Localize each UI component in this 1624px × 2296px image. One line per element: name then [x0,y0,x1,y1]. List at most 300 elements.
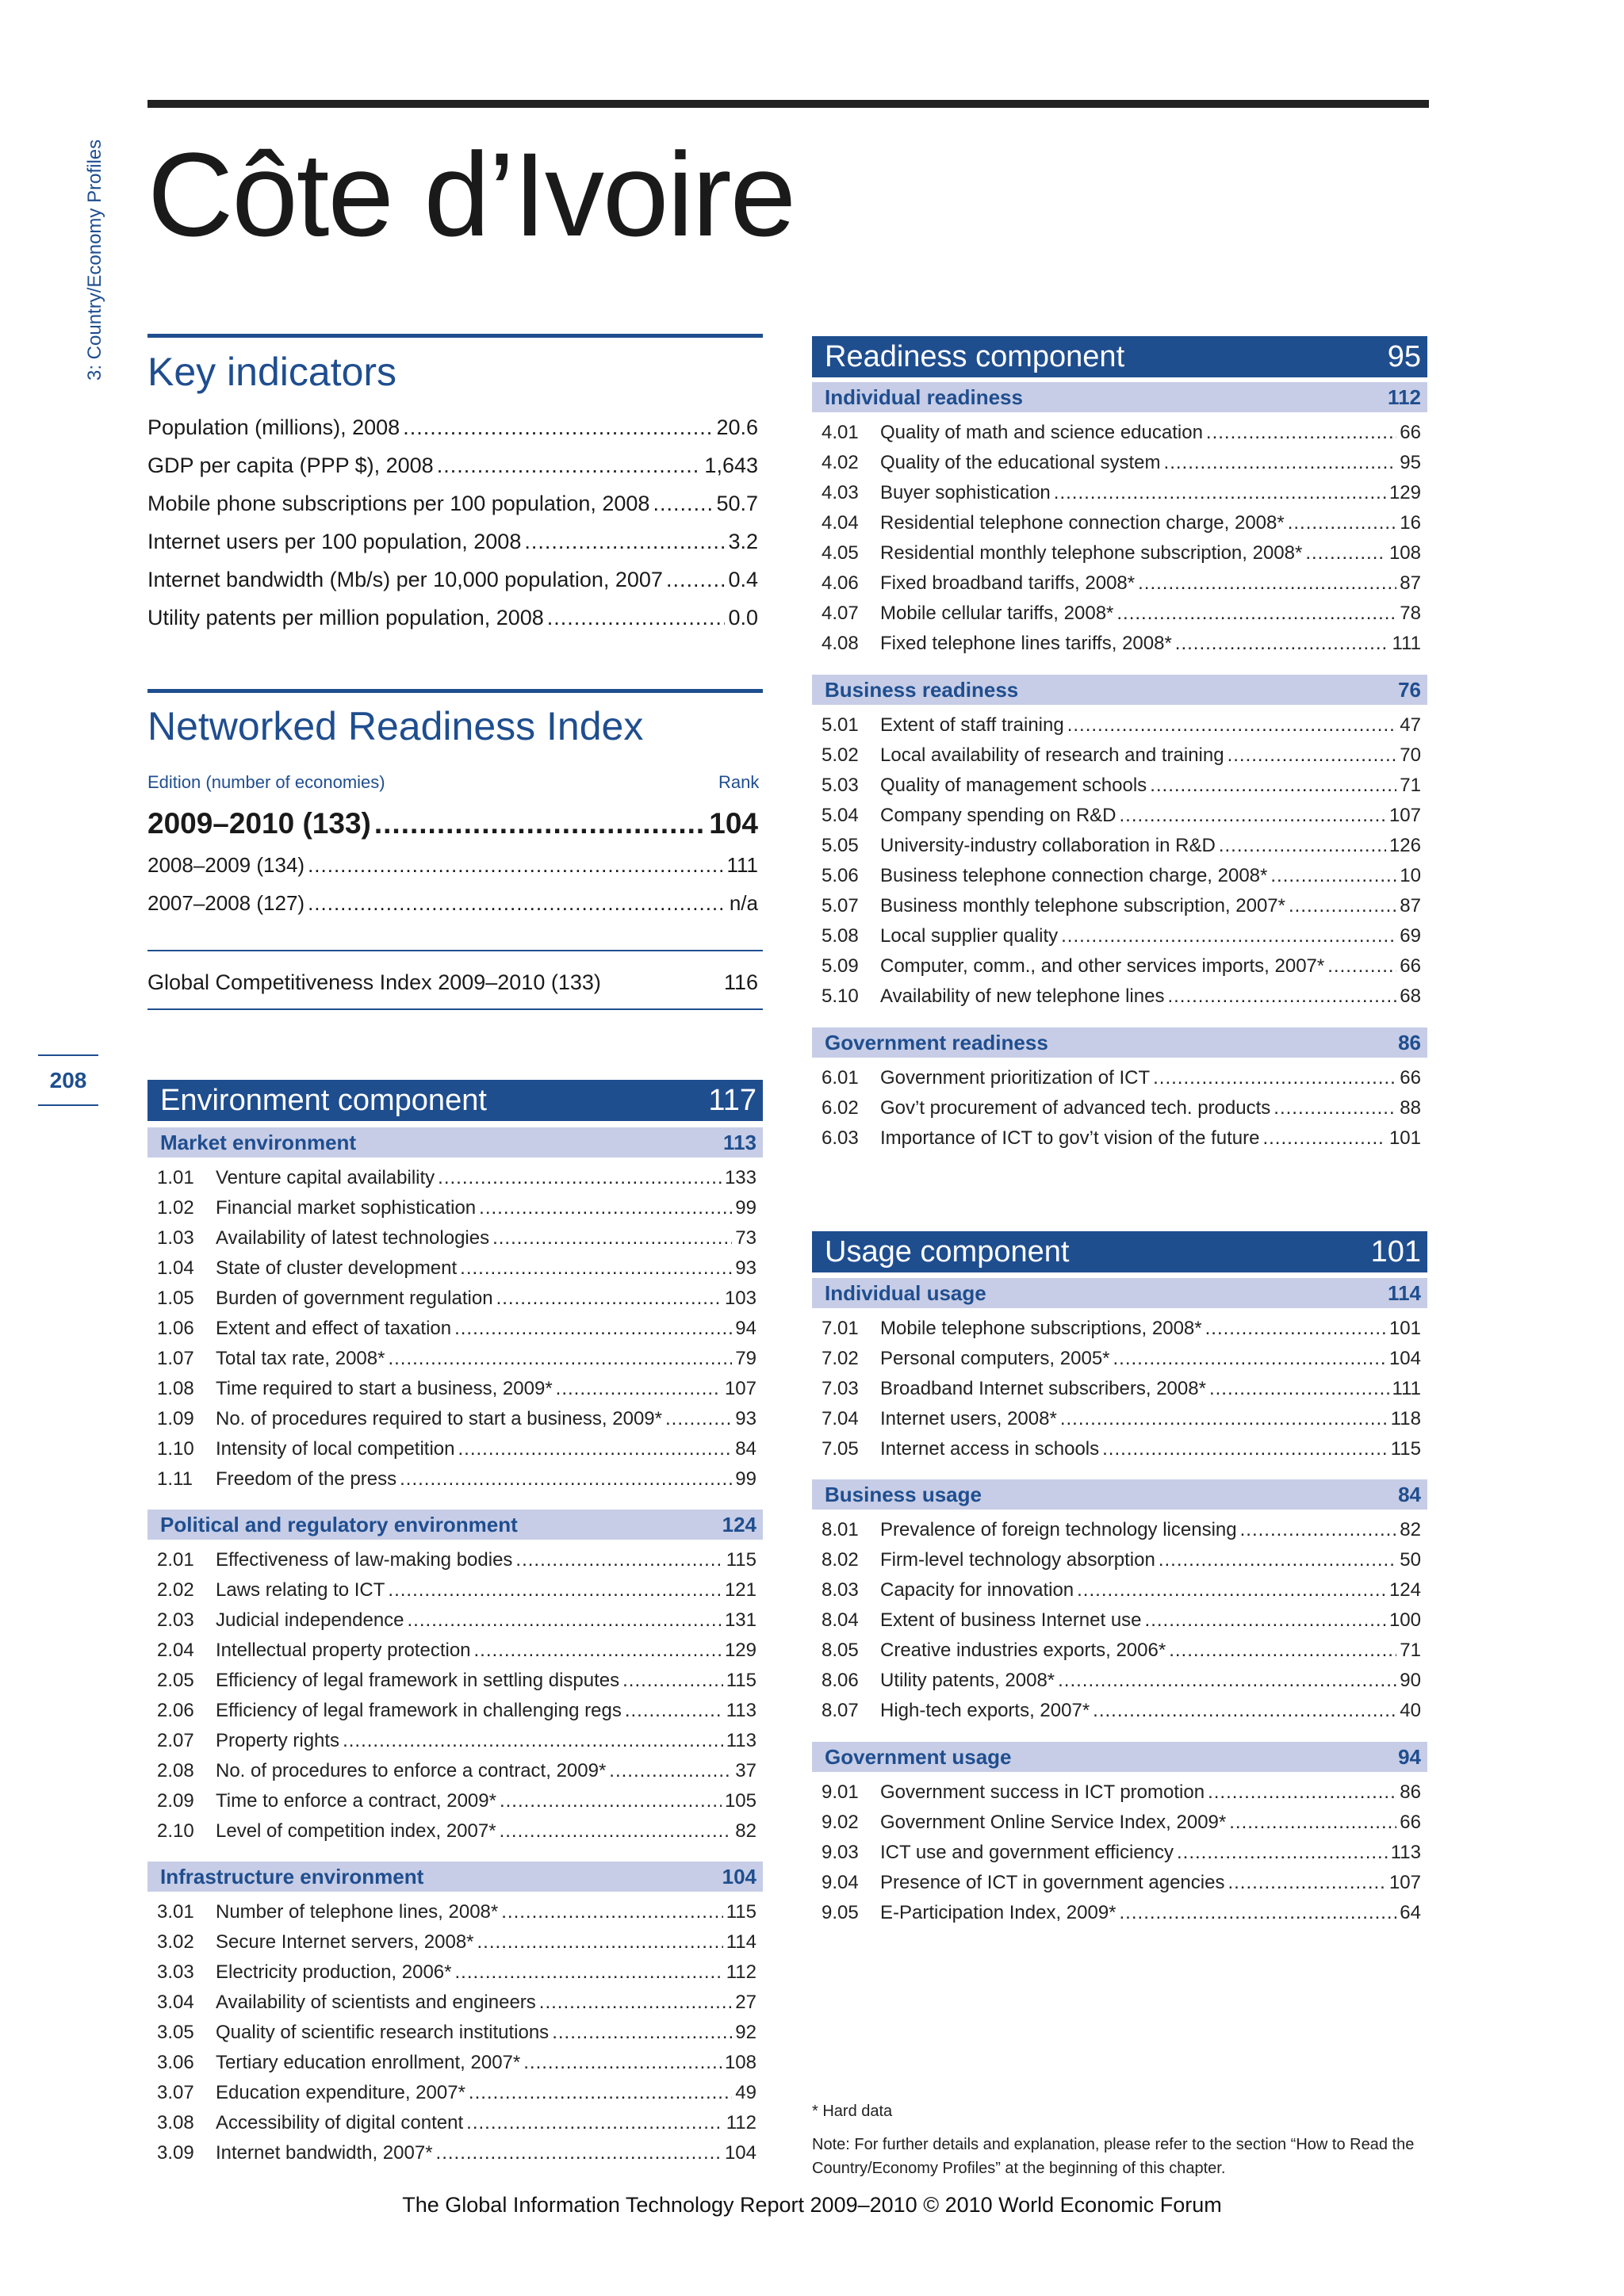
indicator-row [822,955,1421,978]
indicator-label: Extent of staff training [880,714,1064,736]
indicator-label: Secure Internet servers, 2008* [216,1931,474,1953]
indicator-rank: 104 [724,2142,756,2164]
indicator-code: 2.10 [157,1820,194,1842]
indicator-code: 9.04 [822,1872,859,1893]
key-indicator-row [147,530,758,554]
indicator-rank: 71 [1400,775,1421,796]
indicator-row [157,1670,756,1692]
indicator-row [822,1438,1421,1460]
indicator-row [822,895,1421,917]
key-indicator-value: 0.4 [728,568,758,591]
indicator-code: 1.07 [157,1348,194,1369]
indicator-label: University-industry collaboration in R&D [880,835,1216,856]
indicator-code: 2.08 [157,1760,194,1781]
indicator-label: Tertiary education enrollment, 2007* [216,2052,521,2073]
subgroup-header-rank: 124 [722,1512,756,1536]
subgroup-header [812,1742,1427,1772]
indicator-code: 2.09 [157,1790,194,1812]
indicator-code: 2.07 [157,1730,194,1751]
indicator-label: Computer, comm., and other services imports, 2007* [880,955,1325,977]
indicator-code: 4.05 [822,542,859,564]
indicator-code: 4.07 [822,603,859,624]
key-indicator-label: Internet bandwidth (Mb/s) per 10,000 population, 2007 [147,568,663,591]
indicator-label: No. of procedures required to start a business, 2009* [216,1408,662,1429]
indicator-label: Efficiency of legal framework in challenging regs [216,1700,622,1721]
indicator-row [822,1640,1421,1662]
indicator-row [822,1127,1421,1150]
indicator-row [822,775,1421,797]
nri-row-label: 2007–2008 (127) [147,891,305,915]
indicator-rank: 86 [1400,1781,1421,1803]
indicator-rank: 105 [724,1790,756,1812]
indicator-label: ICT use and government efficiency [880,1842,1174,1863]
indicator-label: Capacity for innovation [880,1579,1074,1601]
indicator-row [157,1318,756,1340]
indicator-row [822,1519,1421,1541]
indicator-label: Government success in ICT promotion [880,1781,1205,1803]
indicator-rank: 99 [735,1468,756,1490]
indicator-row [822,1318,1421,1340]
indicator-rank: 92 [735,2022,756,2043]
indicator-rank: 49 [735,2082,756,2103]
indicator-row [157,1609,756,1632]
subgroup-header [812,1278,1427,1308]
indicator-rank: 50 [1400,1549,1421,1571]
indicator-row [822,985,1421,1008]
subgroup-header-title: Individual readiness [825,385,1023,409]
indicator-rank: 66 [1400,422,1421,443]
indicator-row [157,1167,756,1189]
indicator-code: 6.03 [822,1127,859,1149]
subgroup-header [147,1510,763,1540]
indicator-code: 5.05 [822,835,859,856]
subgroup-header-rank: 76 [1398,677,1421,702]
indicator-row [157,1901,756,1923]
subgroup-header-title: Individual usage [825,1280,986,1305]
indicator-label: Level of competition index, 2007* [216,1820,496,1842]
subgroup-header-title: Government usage [825,1744,1012,1769]
indicator-label: Electricity production, 2006* [216,1961,452,1983]
indicator-label: Internet bandwidth, 2007* [216,2142,433,2164]
gci-value: 116 [723,970,758,994]
subgroup-header-rank: 113 [723,1130,756,1154]
indicator-label: Availability of new telephone lines [880,985,1165,1007]
indicator-code: 9.01 [822,1781,859,1803]
hard-data-note: * Hard data [812,2103,893,2120]
indicator-code: 2.03 [157,1609,194,1631]
indicator-rank: 66 [1400,1812,1421,1833]
indicator-row [157,1790,756,1812]
indicator-code: 5.09 [822,955,859,977]
indicator-row [157,2082,756,2104]
indicator-rank: 129 [1388,482,1421,503]
indicator-rank: 115 [1390,1438,1421,1460]
key-indicators-rule [147,334,763,338]
key-indicator-label: Utility patents per million population, 2008 [147,606,544,629]
indicator-rank: 68 [1400,985,1421,1007]
title-rule [147,100,1429,108]
indicator-row [822,1842,1421,1864]
indicator-code: 2.02 [157,1579,194,1601]
indicator-label: Time required to start a business, 2009* [216,1378,553,1399]
indicator-rank: 93 [735,1408,756,1429]
indicator-label: Venture capital availability [216,1167,435,1188]
indicator-code: 7.03 [822,1378,859,1399]
nri-row [147,891,758,916]
nri-row-label: 2008–2009 (134) [147,853,305,877]
indicator-code: 2.06 [157,1700,194,1721]
component-header [147,1080,763,1121]
indicator-code: 2.05 [157,1670,194,1691]
indicator-rank: 71 [1400,1640,1421,1661]
indicator-row [157,1408,756,1430]
indicator-label: Gov’t procurement of advanced tech. products [880,1097,1271,1119]
indicator-label: Creative industries exports, 2006* [880,1640,1166,1661]
indicator-label: Local availability of research and training [880,744,1224,766]
indicator-code: 7.02 [822,1348,859,1369]
indicator-row [822,1700,1421,1722]
indicator-rank: 108 [1388,542,1421,564]
indicator-label: Burden of government regulation [216,1288,493,1309]
indicator-code: 4.03 [822,482,859,503]
indicator-code: 1.02 [157,1197,194,1219]
indicator-label: Time to enforce a contract, 2009* [216,1790,496,1812]
key-indicators-heading: Key indicators [147,350,397,394]
indicator-label: Mobile cellular tariffs, 2008* [880,603,1114,624]
component-header [812,1231,1427,1272]
indicator-rank: 113 [726,1730,756,1751]
indicator-rank: 82 [1400,1519,1421,1540]
indicator-label: Accessibility of digital content [216,2112,464,2133]
indicator-row [822,1408,1421,1430]
indicator-rank: 70 [1400,744,1421,766]
indicator-row [822,1348,1421,1370]
nri-heading: Networked Readiness Index [147,704,644,748]
indicator-rank: 124 [1388,1579,1421,1601]
indicator-rank: 69 [1400,925,1421,947]
indicator-rank: 90 [1400,1670,1421,1691]
key-indicator-value: 20.6 [716,415,758,439]
indicator-code: 8.02 [822,1549,859,1571]
indicator-row [157,1579,756,1601]
side-tab [78,95,109,381]
subgroup-header [812,382,1427,412]
indicator-label: Availability of latest technologies [216,1227,490,1249]
indicator-label: Total tax rate, 2008* [216,1348,385,1369]
indicator-code: 4.06 [822,572,859,594]
indicator-row [157,1348,756,1370]
indicator-row [822,744,1421,767]
component-header-title: Usage component [825,1234,1070,1269]
indicator-rank: 101 [1388,1127,1421,1149]
indicator-code: 1.03 [157,1227,194,1249]
indicator-code: 3.05 [157,2022,194,2043]
indicator-code: 8.06 [822,1670,859,1691]
indicator-code: 3.07 [157,2082,194,2103]
gci-rule-bottom [147,1008,763,1010]
indicator-code: 7.01 [822,1318,859,1339]
indicator-row [157,1760,756,1782]
indicator-rank: 112 [726,1961,756,1983]
indicator-row [822,1067,1421,1089]
indicator-label: Broadband Internet subscribers, 2008* [880,1378,1206,1399]
subgroup-header-title: Business usage [825,1482,982,1506]
indicator-row [822,1609,1421,1632]
indicator-label: No. of procedures to enforce a contract, 2009* [216,1760,607,1781]
indicator-code: 3.03 [157,1961,194,1983]
indicator-rank: 27 [735,1992,756,2013]
indicator-label: Intellectual property protection [216,1640,471,1661]
subgroup-header [147,1862,763,1892]
footer: The Global Information Technology Report 2009–2010 © 2010 World Economic Forum [402,2193,1222,2217]
indicator-label: Financial market sophistication [216,1197,477,1219]
indicator-row [157,1257,756,1280]
nri-rule [147,689,763,693]
indicator-label: Personal computers, 2005* [880,1348,1110,1369]
indicator-label: Business monthly telephone subscription, 2007* [880,895,1285,916]
indicator-label: High-tech exports, 2007* [880,1700,1090,1721]
subgroup-header-rank: 104 [722,1864,756,1888]
indicator-rank: 113 [1390,1842,1421,1863]
indicator-row [822,572,1421,595]
key-indicator-label: Population (millions), 2008 [147,415,400,439]
indicator-code: 1.04 [157,1257,194,1279]
indicator-code: 3.06 [157,2052,194,2073]
indicator-row [822,422,1421,444]
indicator-code: 5.07 [822,895,859,916]
nri-row [147,853,758,878]
indicator-code: 4.04 [822,512,859,534]
indicator-rank: 79 [735,1348,756,1369]
indicator-rank: 115 [726,1901,756,1923]
indicator-rank: 66 [1400,1067,1421,1089]
indicator-rank: 107 [724,1378,756,1399]
page-number-rule-bottom [38,1104,98,1106]
indicator-rank: 114 [726,1931,756,1953]
indicator-code: 5.06 [822,865,859,886]
subgroup-header-title: Political and regulatory environment [160,1512,518,1536]
indicator-label: Business telephone connection charge, 2008* [880,865,1268,886]
key-indicator-row [147,415,758,440]
indicator-rank: 47 [1400,714,1421,736]
key-indicator-row [147,492,758,516]
indicator-code: 1.01 [157,1167,194,1188]
subgroup-header-rank: 94 [1398,1744,1421,1769]
indicator-code: 3.08 [157,2112,194,2133]
indicator-rank: 16 [1400,512,1421,534]
indicator-row [157,2052,756,2074]
subgroup-header [147,1127,763,1158]
indicator-rank: 64 [1400,1902,1421,1923]
indicator-row [822,1549,1421,1571]
indicator-code: 2.04 [157,1640,194,1661]
indicator-rank: 88 [1400,1097,1421,1119]
nri-main-label: 2009–2010 (133) [147,807,371,840]
indicator-code: 1.11 [157,1468,193,1490]
indicator-rank: 103 [724,1288,756,1309]
indicator-code: 5.02 [822,744,859,766]
indicator-row [157,1640,756,1662]
indicator-label: Residential telephone connection charge, 2008* [880,512,1285,534]
component-header-title: Readiness component [825,339,1125,373]
subgroup-header-title: Market environment [160,1130,357,1154]
indicator-code: 7.05 [822,1438,859,1460]
indicator-rank: 111 [1392,633,1421,654]
indicator-label: Prevalence of foreign technology licensing [880,1519,1237,1540]
indicator-label: Government Online Service Index, 2009* [880,1812,1227,1833]
component-header [812,336,1427,377]
indicator-rank: 66 [1400,955,1421,977]
indicator-row [822,714,1421,737]
indicator-label: State of cluster development [216,1257,458,1279]
indicator-rank: 73 [735,1227,756,1249]
indicator-code: 6.02 [822,1097,859,1119]
component-header-rank: 95 [1387,339,1421,373]
indicator-label: Extent and effect of taxation [216,1318,452,1339]
indicator-code: 6.01 [822,1067,859,1089]
indicator-label: Efficiency of legal framework in settling disputes [216,1670,620,1691]
indicator-row [157,1227,756,1249]
indicator-rank: 40 [1400,1700,1421,1721]
component-header-rank: 117 [708,1083,756,1117]
page-number: 208 [49,1068,87,1093]
indicator-label: Company spending on R&D [880,805,1116,826]
indicator-row [157,1961,756,1984]
indicator-label: Residential monthly telephone subscription, 2008* [880,542,1303,564]
indicator-label: Utility patents, 2008* [880,1670,1055,1691]
indicator-row [157,2022,756,2044]
indicator-row [822,1812,1421,1834]
indicator-row [157,1438,756,1460]
indicator-row [157,1468,756,1490]
subgroup-header-title: Government readiness [825,1030,1048,1054]
indicator-label: Property rights [216,1730,340,1751]
indicator-row [822,925,1421,947]
indicator-rank: 84 [735,1438,756,1460]
indicator-code: 5.08 [822,925,859,947]
indicator-code: 3.04 [157,1992,194,2013]
nri-row-value: 111 [726,853,758,877]
indicator-code: 8.05 [822,1640,859,1661]
indicator-label: Effectiveness of law-making bodies [216,1549,513,1571]
indicator-label: Internet access in schools [880,1438,1100,1460]
indicator-row [822,1872,1421,1894]
indicator-rank: 93 [735,1257,756,1279]
key-indicator-value: 1,643 [704,453,758,477]
indicator-rank: 121 [724,1579,756,1601]
indicator-code: 1.09 [157,1408,194,1429]
indicator-row [822,1579,1421,1601]
indicator-rank: 37 [735,1760,756,1781]
subgroup-header-rank: 114 [1388,1280,1421,1305]
indicator-code: 3.09 [157,2142,194,2164]
indicator-label: Availability of scientists and engineers [216,1992,536,2013]
indicator-code: 1.08 [157,1378,194,1399]
indicator-code: 3.01 [157,1901,194,1923]
key-indicator-label: Internet users per 100 population, 2008 [147,530,522,553]
profile-note: Note: For further details and explanation, please refer to the section “How to Read the Country/Economy Profiles” at the beginning of this chapter. [812,2136,1415,2177]
subgroup-header-title: Business readiness [825,677,1019,702]
indicator-rank: 78 [1400,603,1421,624]
indicator-label: Number of telephone lines, 2008* [216,1901,499,1923]
indicator-rank: 126 [1388,835,1421,856]
indicator-row [157,2142,756,2164]
component-header-rank: 101 [1370,1234,1421,1269]
indicator-row [822,805,1421,827]
subgroup-header [812,1479,1427,1510]
page-title: Côte d’Ivoire [147,128,795,261]
indicator-row [157,1288,756,1310]
indicator-row [822,1097,1421,1119]
indicator-code: 8.01 [822,1519,859,1540]
indicator-code: 9.05 [822,1902,859,1923]
indicator-row [822,1670,1421,1692]
indicator-row [157,1730,756,1752]
key-indicator-value: 3.2 [728,530,758,553]
indicator-rank: 113 [726,1700,756,1721]
indicator-label: Firm-level technology absorption [880,1549,1155,1571]
indicator-code: 5.04 [822,805,859,826]
indicator-rank: 94 [735,1318,756,1339]
indicator-code: 7.04 [822,1408,859,1429]
indicator-label: Presence of ICT in government agencies [880,1872,1225,1893]
indicator-row [822,1781,1421,1804]
indicator-row [822,835,1421,857]
indicator-label: Freedom of the press [216,1468,397,1490]
indicator-row [822,1902,1421,1924]
indicator-rank: 101 [1388,1318,1421,1339]
indicator-rank: 104 [1388,1348,1421,1369]
nri-main-row [147,807,758,840]
indicator-code: 2.01 [157,1549,194,1571]
indicator-rank: 131 [724,1609,756,1631]
subgroup-header [812,1027,1427,1058]
indicator-code: 8.03 [822,1579,859,1601]
subgroup-header-rank: 86 [1398,1030,1421,1054]
indicator-rank: 129 [724,1640,756,1661]
indicator-label: Quality of the educational system [880,452,1161,473]
indicator-label: Government prioritization of ICT [880,1067,1151,1089]
indicator-code: 5.03 [822,775,859,796]
indicator-row [822,512,1421,534]
indicator-label: Fixed broadband tariffs, 2008* [880,572,1136,594]
indicator-row [822,1378,1421,1400]
indicator-row [157,1700,756,1722]
nri-rank-header: Rank [718,772,760,792]
indicator-row [157,1378,756,1400]
indicator-rank: 100 [1388,1609,1421,1631]
indicator-code: 4.02 [822,452,859,473]
indicator-rank: 10 [1400,865,1421,886]
gci-rule-top [147,950,763,951]
indicator-row [157,1820,756,1843]
subgroup-header-rank: 112 [1388,385,1421,409]
indicator-label: Intensity of local competition [216,1438,455,1460]
indicator-label: Quality of math and science education [880,422,1203,443]
nri-main-value: 104 [709,807,758,840]
indicator-row [157,1197,756,1219]
indicator-label: E-Participation Index, 2009* [880,1902,1116,1923]
indicator-label: Quality of scientific research institutions [216,2022,550,2043]
indicator-label: Extent of business Internet use [880,1609,1142,1631]
subgroup-header-title: Infrastructure environment [160,1864,424,1888]
gci-label: Global Competitiveness Index 2009–2010 (133) [147,970,601,994]
indicator-code: 1.05 [157,1288,194,1309]
indicator-row [822,452,1421,474]
indicator-code: 4.01 [822,422,859,443]
indicator-code: 5.01 [822,714,859,736]
indicator-row [822,865,1421,887]
